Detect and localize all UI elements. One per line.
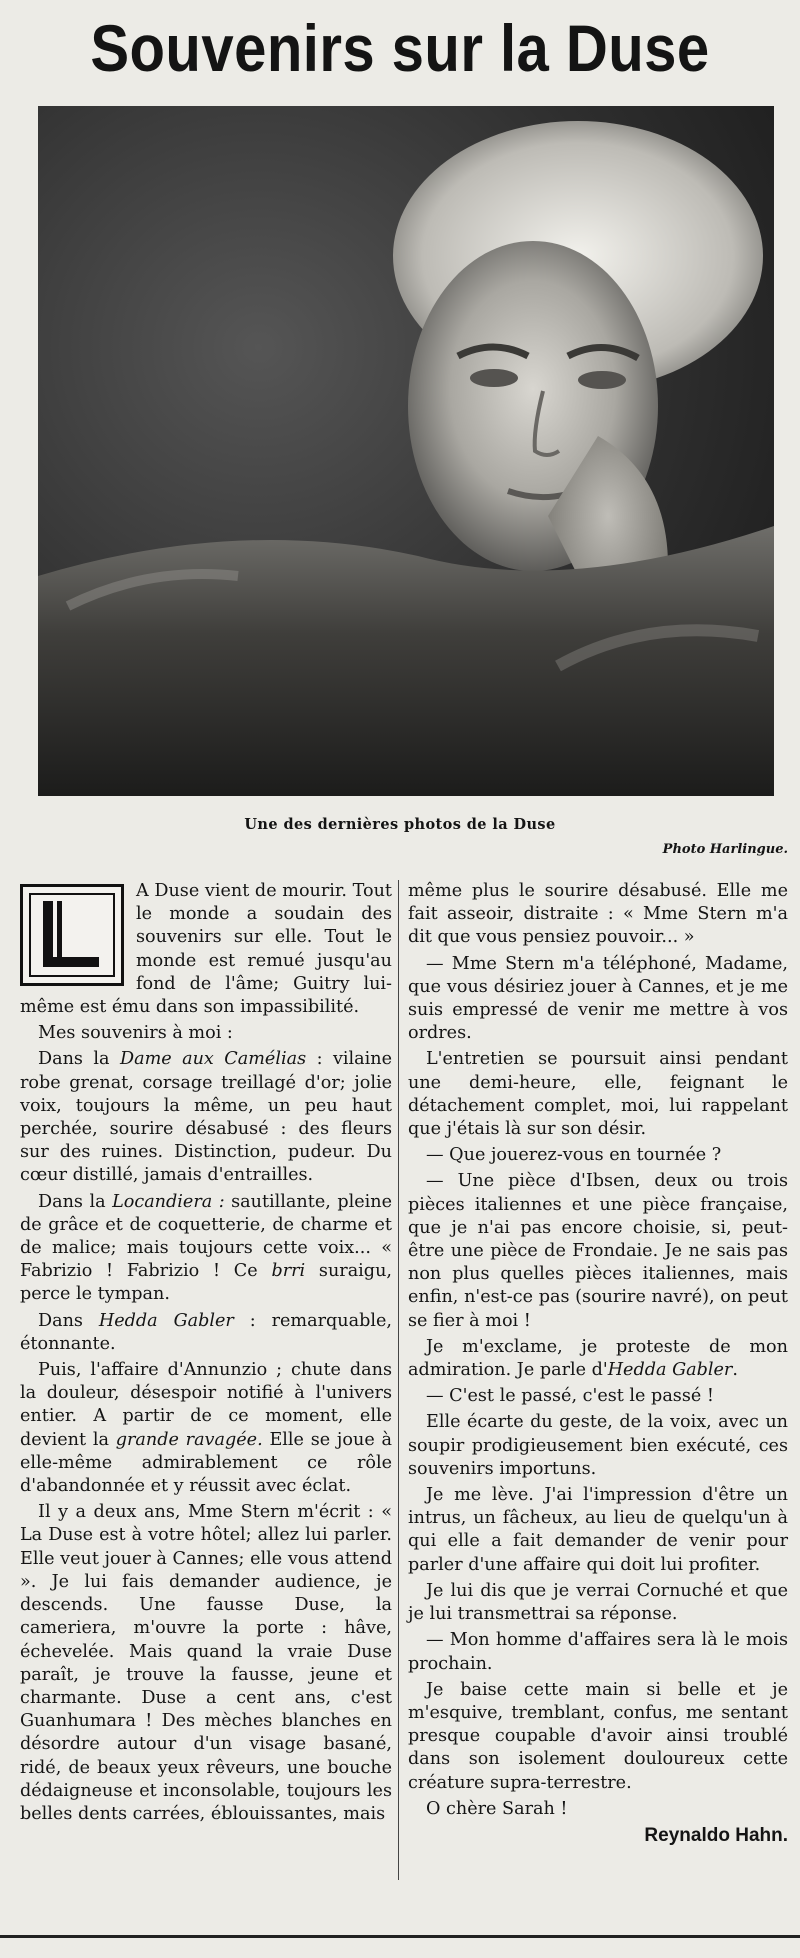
photo-caption: Une des dernières photos de la Duse — [244, 816, 556, 833]
text-run: Dans la — [38, 1049, 120, 1070]
paragraph — [408, 1336, 788, 1382]
paragraph: — Mon homme d'affaires sera là le mois prochain. — [408, 1630, 788, 1674]
paragraph: — Que jouerez-vous en tournée ? — [426, 1145, 722, 1166]
paragraph: Je lui dis que je verrai Cornuché et que je lui transmettrai sa réponse. — [408, 1580, 788, 1625]
italic-title: Locandiera : — [112, 1191, 225, 1212]
italic-title: Hedda Gabler — [98, 1310, 234, 1331]
article-column-2 — [408, 880, 788, 1847]
paragraph: même plus le sourire désabusé. Elle me fait asseoir, distraite : « Mme Stern m'a dit que vous pensiez pouvoir... » — [408, 881, 788, 948]
text-run: Elle se joue à elle-même admirablement ce rôle d'abandonnée et y réussit avec éclat. — [20, 1429, 392, 1497]
text-run: suraigu, perce le tympan. — [20, 1261, 392, 1305]
drop-cap-stroke — [43, 957, 99, 967]
column-divider — [398, 880, 399, 1880]
text-run: sautillante, pleine de grâce et de coquetterie, de charme et de malice; mais toujours cette voix... « Fabrizio ! Fabrizio ! Ce — [20, 1191, 392, 1282]
paragraph: Je me lève. J'ai l'impression d'être un intrus, un fâcheux, au lieu de quelqu'un à qui elle a fait demander de venir pour parler d'une affaire qui doit lui profiter. — [408, 1485, 788, 1575]
portrait-photo-icon — [38, 106, 774, 796]
paragraph: O chère Sarah ! — [426, 1798, 568, 1819]
paragraph: Elle écarte du geste, de la voix, avec un soupir prodigieusement bien exécuté, ces souvenirs importuns. — [408, 1412, 788, 1479]
paragraph: L'entretien se poursuit ainsi pendant une demi-heure, elle, feignant le détachement complet, moi, lui rappelant que j'étais là sur son désir. — [408, 1049, 788, 1140]
italic-title: Hedda Gabler — [607, 1360, 733, 1381]
paragraph — [20, 1191, 392, 1307]
paragraph: Il y a deux ans, Mme Stern m'écrit : « La Duse est à votre hôtel; allez lui parler. Elle veut jouer à Cannes; elle vous attend ». Je lui fais demander audience, je descends. Une fausse Duse, la cameriera, m'ouvre la porte : hâve, échevelée. Mais quand la vraie Duse paraît, je trouve la fausse, jeune et charmante. Duse a cent ans, c'est Guanhumara ! Des mèches blanches en désordre autour d'un visage basané, ridé, de beaux yeux rêveurs, une bouche dédaigneuse et inconsolable, toujours les belles dents carrées, éblouissantes, mais — [20, 1502, 392, 1824]
text-run: Dans la — [38, 1191, 113, 1212]
text-run: Je m'exclame, je proteste de mon admiration. Je parle d' — [408, 1336, 788, 1381]
photo-credit: Photo Harlingue. — [662, 842, 788, 857]
paragraph — [20, 1310, 392, 1356]
article-title: Souvenirs sur la Duse — [90, 11, 710, 85]
paragraph: Je baise cette main si belle et je m'esquive, tremblant, confus, me sentant presque coupable d'avoir ainsi troublé dans son isolement douloureux cette créature supra-terrestre. — [408, 1679, 788, 1793]
portrait-photo — [38, 106, 774, 796]
article-column-1 — [20, 880, 392, 1829]
paragraph-text: A Duse vient de mourir. Tout le monde a soudain des souvenirs sur elle. Tout le monde est remué jusqu'au fond de l'âme; Guitry lui-même est ému dans son impassibilité. — [20, 881, 392, 1018]
paragraph: Mes souvenirs à moi : — [38, 1023, 233, 1044]
italic-phrase: grande ravagée. — [115, 1429, 263, 1450]
text-run: : remarquable, étonnante. — [20, 1310, 392, 1354]
bottom-rule — [0, 1935, 800, 1938]
paragraph: — Mme Stern m'a téléphoné, Madame, que vous désiriez jouer à Cannes, et je me suis empressé de venir me mettre à vos ordres. — [408, 953, 788, 1044]
paragraph: — Une pièce d'Ibsen, deux ou trois pièces italiennes et une pièce française, que je n'ai pas encore choisie, si, peut-être une pièce de Frondaie. Je ne sais pas non plus quelles pièces italiennes, mais enfin, n'est-ce pas (sourire navré), on peut se fier à moi ! — [408, 1171, 788, 1331]
text-run: : vilaine robe grenat, corsage treillagé d'or; jolie voix, toujours la même, un peu haut perchée, sourire désabusé : des fleurs sur des ruines. Distinction, pudeur. Du cœur distillé, jamais d'entrailles. — [20, 1049, 392, 1186]
italic-word: brri — [271, 1261, 306, 1282]
text-run: . — [732, 1360, 738, 1381]
paragraph — [20, 1048, 392, 1187]
author-signature: Reynaldo Hahn. — [644, 1824, 788, 1846]
paragraph — [20, 1359, 392, 1498]
text-run: Dans — [38, 1310, 99, 1331]
italic-title: Dame aux Camélias — [119, 1049, 307, 1070]
text-run: Puis, l'affaire d'Annunzio ; chute dans la douleur, désespoir notifié à l'univers entier. A partir de ce moment, elle devient la — [20, 1360, 392, 1450]
paragraph: — C'est le passé, c'est le passé ! — [426, 1386, 714, 1407]
drop-cap-l — [20, 884, 124, 986]
